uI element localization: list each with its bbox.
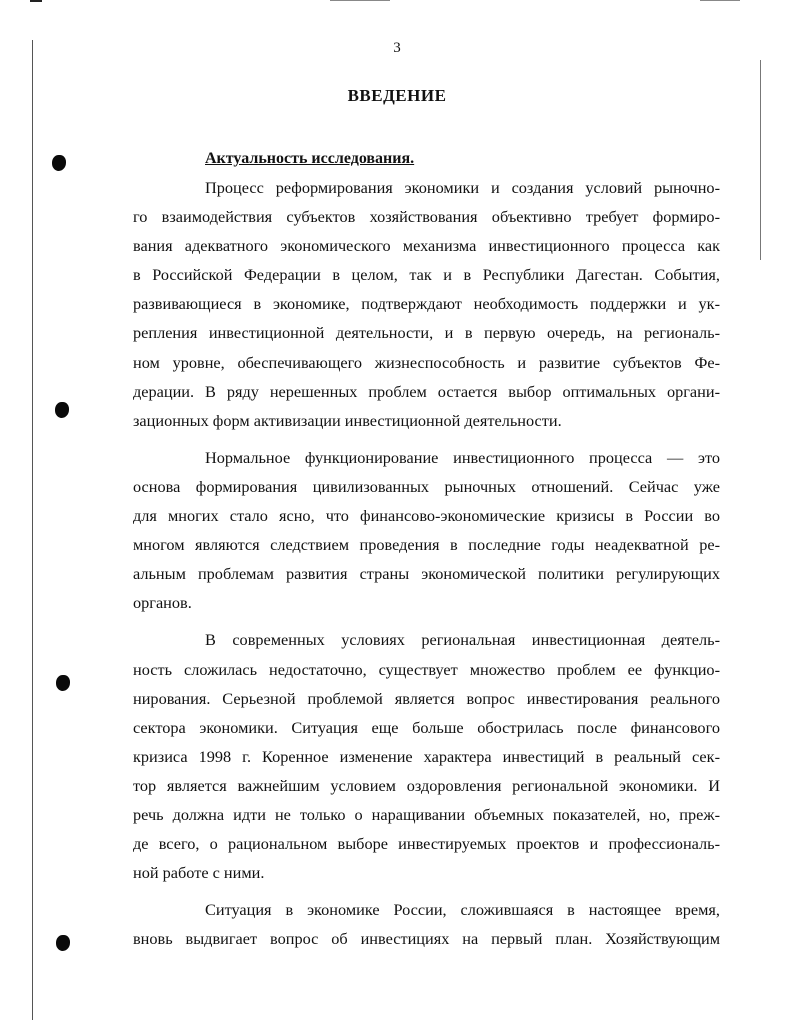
- scan-border-top: [330, 0, 390, 1]
- text-line: де всего, о рациональном выборе инвестируемых проектов и профессиональ-: [133, 834, 720, 854]
- text-line: Процесс реформирования экономики и создания условий рыночно-: [205, 178, 720, 197]
- page-number: 3: [393, 40, 401, 56]
- text-line: в Российской Федерации в целом, так и в Республики Дагестан. События,: [133, 265, 720, 285]
- binder-hole-1: [52, 155, 66, 171]
- paragraph-3: [133, 625, 720, 887]
- text-line: репления инвестиционной деятельности, и в первую очередь, на региональ-: [133, 323, 720, 343]
- section-subheading: Актуальность исследования.: [205, 150, 415, 167]
- text-line: В современных условиях региональная инвестиционная деятель-: [205, 630, 720, 650]
- text-line: го взаимодействия субъектов хозяйствования объективно требует формиро-: [133, 207, 720, 227]
- binder-hole-4: [56, 935, 70, 951]
- paragraph-1: [133, 173, 720, 435]
- binder-hole-2: [55, 402, 69, 418]
- text-line: сектора экономики. Ситуация еще больше обострилась после финансового: [133, 717, 720, 737]
- text-line: Ситуация в экономике России, сложившаяся в настоящее время,: [205, 900, 720, 920]
- text-line: многом являются следствием проведения в последние годы неадекватной ре-: [133, 535, 720, 555]
- text-line: Нормальное функционирование инвестиционного процесса — это: [205, 447, 720, 467]
- text-line: ность сложилась недостаточно, существует множество проблем ее функцио-: [133, 659, 720, 679]
- text-line: альным проблемам развития страны экономической политики регулирующих: [133, 564, 720, 584]
- text-line: для многих стало ясно, что финансово-экономические кризисы в России во: [133, 506, 720, 526]
- text-line: кризиса 1998 г. Коренное изменение характера инвестиций в реальный сек-: [133, 746, 720, 766]
- binder-hole-3: [56, 675, 70, 691]
- paragraph-2: [133, 443, 720, 618]
- body-text: [133, 173, 720, 953]
- text-line: органов.: [133, 593, 192, 613]
- scan-border-left: [32, 40, 33, 1020]
- text-line: тор является важнейшим условием оздоровления региональной экономики. И: [133, 775, 720, 795]
- text-line: вновь выдвигает вопрос об инвестициях на первый план. Хозяйствующим: [133, 929, 720, 949]
- scan-border-top-left: [30, 0, 42, 2]
- text-line: дерации. В ряду нерешенных проблем остается выбор оптимальных органи-: [133, 381, 720, 401]
- text-line: ном уровне, обеспечивающего жизнеспособность и развитие субъектов Фе-: [133, 352, 720, 372]
- text-line: развивающиеся в экономике, подтверждают необходимость поддержки и ук-: [133, 294, 720, 314]
- text-line: ной работе с ними.: [133, 863, 265, 883]
- text-line: зационных форм активизации инвестиционной деятельности.: [133, 410, 562, 430]
- page-title: ВВЕДЕНИЕ: [347, 86, 447, 105]
- text-line: речь должна идти не только о наращивании объемных показателей, но, преж-: [133, 804, 720, 824]
- text-line: вания адекватного экономического механизма инвестиционного процесса как: [133, 236, 720, 256]
- paragraph-4: [133, 895, 720, 953]
- text-line: нирования. Серьезной проблемой является вопрос инвестирования реального: [133, 688, 720, 708]
- text-line: основа формирования цивилизованных рыночных отношений. Сейчас уже: [133, 476, 720, 496]
- scan-border-top-right: [700, 0, 740, 1]
